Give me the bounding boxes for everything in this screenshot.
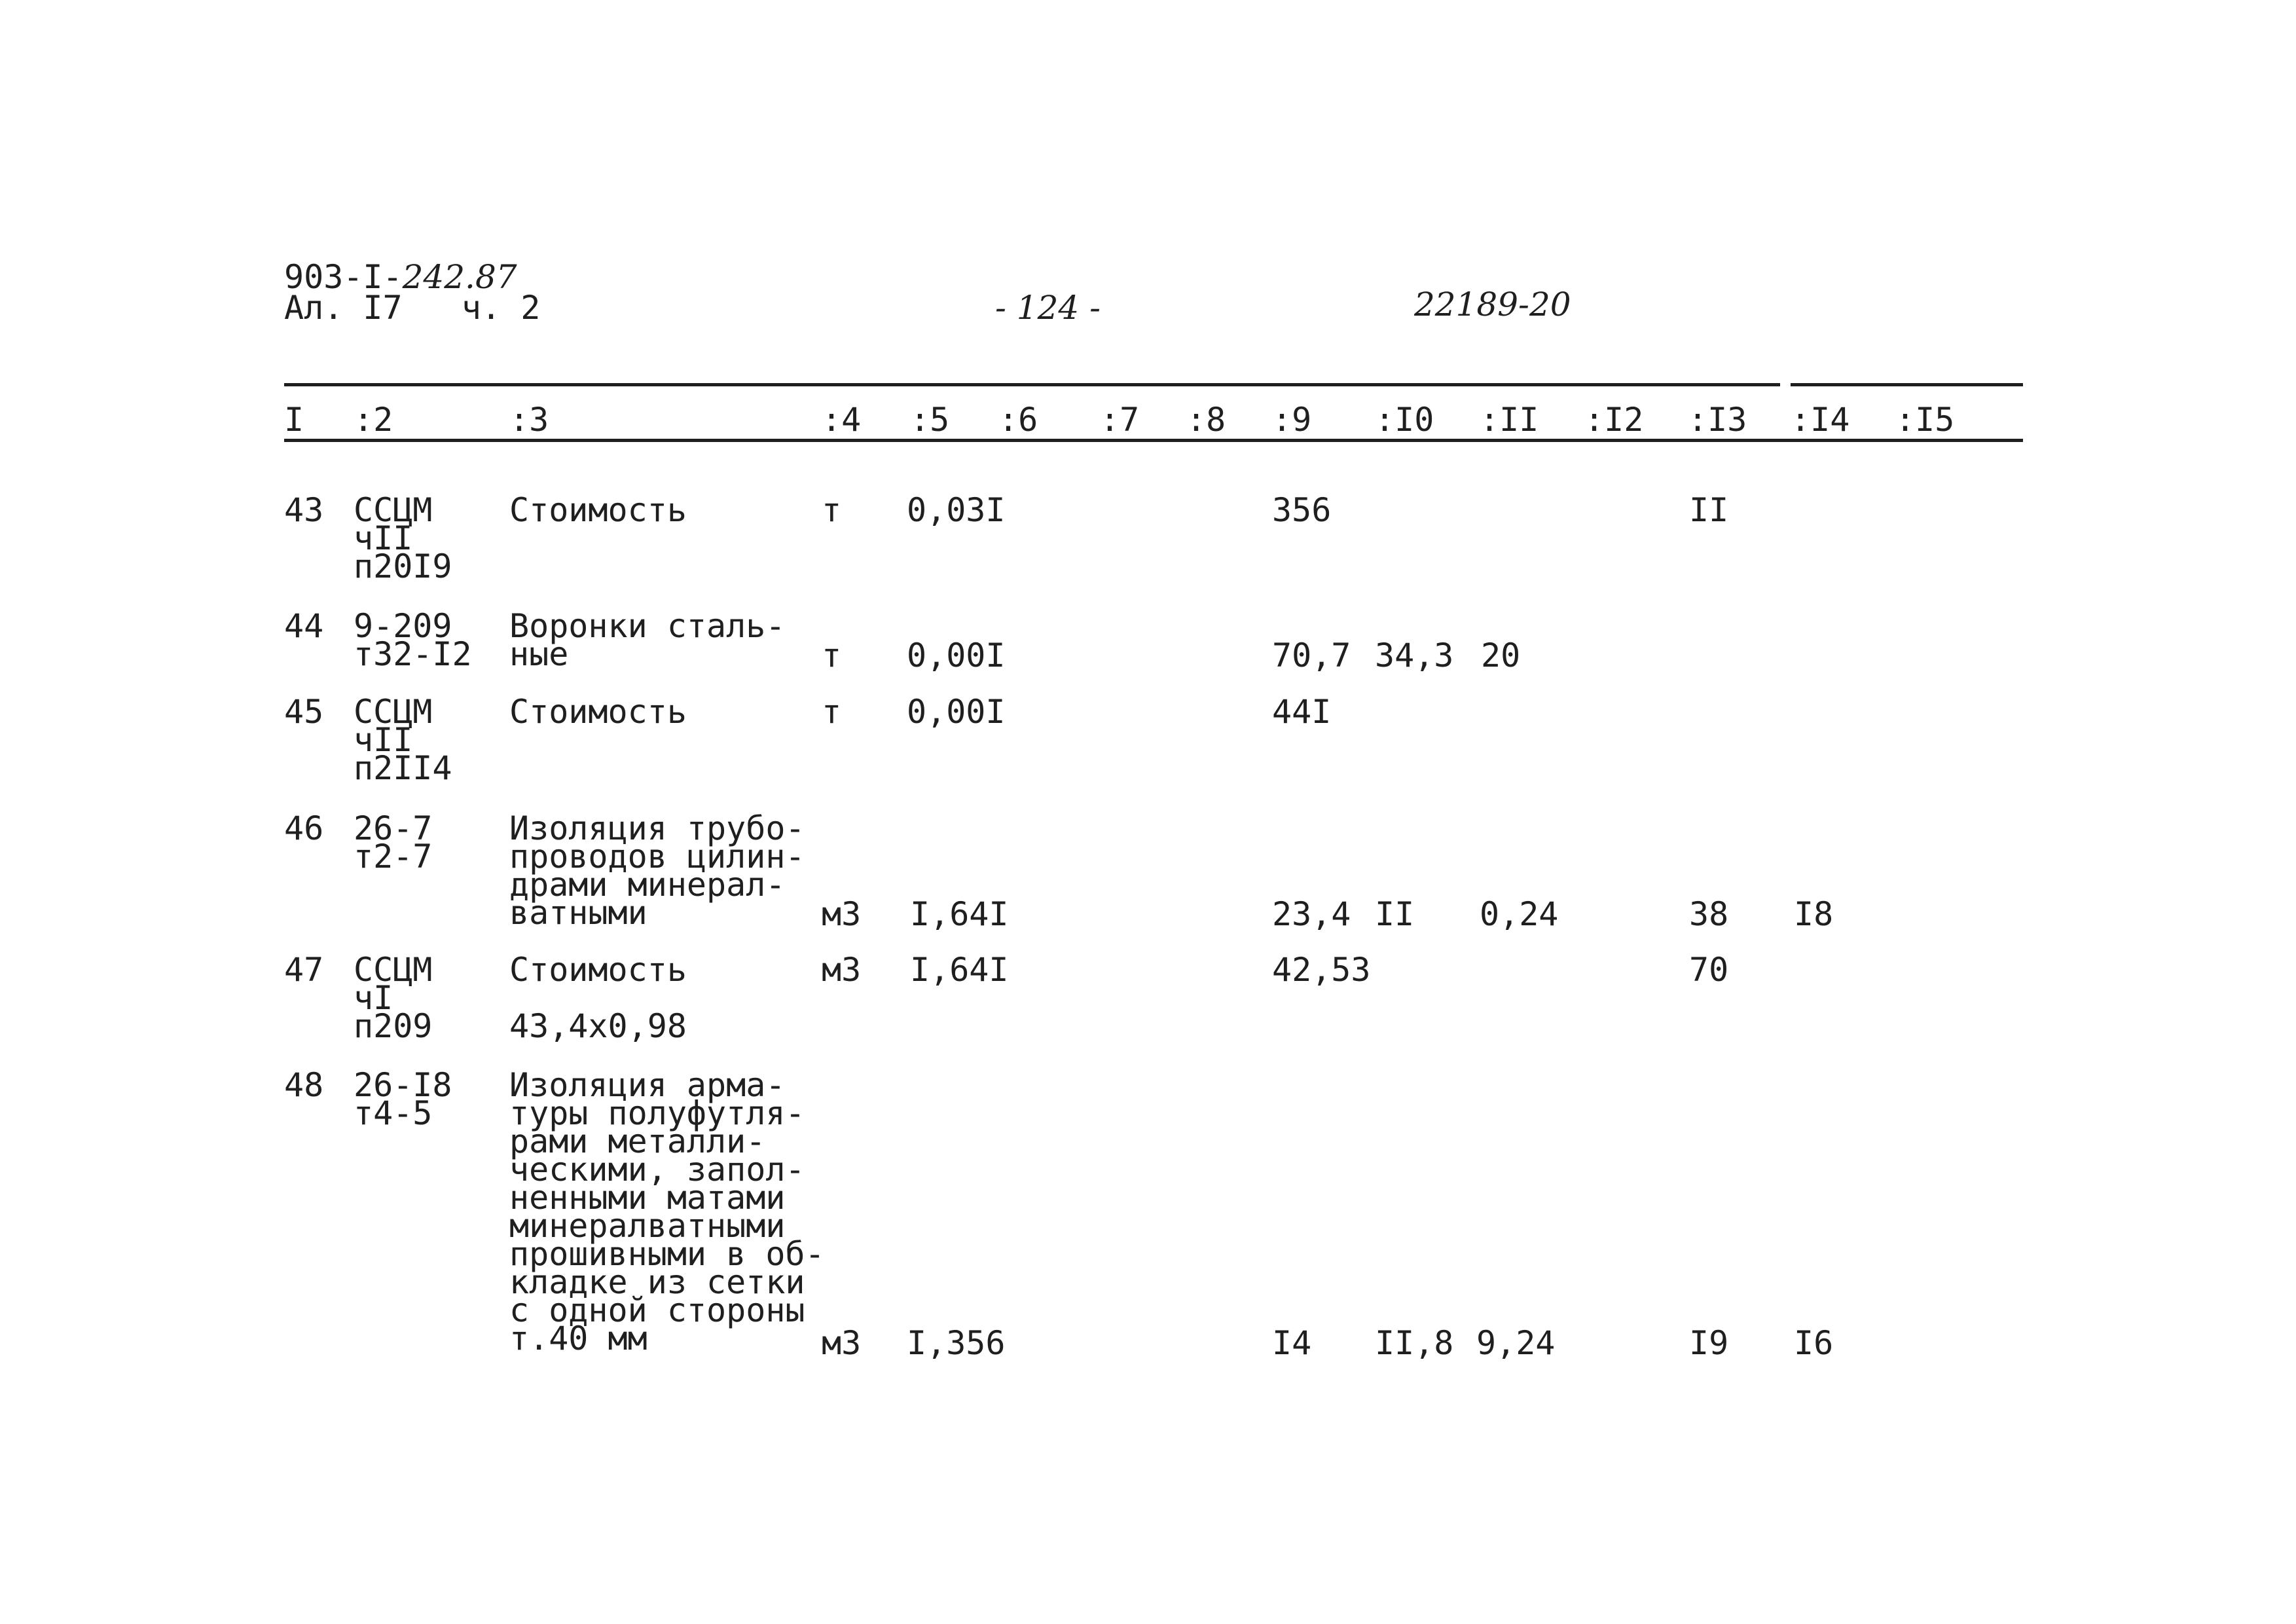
col10-value: II,8 [1375, 1324, 1454, 1362]
work-description-line: Изоляция арма- [509, 1066, 786, 1104]
norm-code-line: чII [354, 519, 413, 557]
album-part: Ал. I7 ч. 2 [284, 289, 541, 327]
norm-code-line: ССЦМ [354, 693, 433, 731]
row-number: 47 [284, 951, 324, 989]
col10-value: 34,3 [1375, 637, 1454, 674]
quantity: 0,00I [907, 637, 1006, 674]
column-header: :6 [998, 401, 1038, 439]
norm-code-line: ССЦМ [354, 491, 433, 529]
work-description-line: ватными [509, 894, 647, 932]
norm-code-line: 9-209 [354, 607, 452, 645]
row-number: 48 [284, 1066, 324, 1104]
work-description-line: туры полуфутля- [509, 1094, 805, 1132]
norm-code-line: п2II4 [354, 749, 452, 787]
work-description-line: Стоимость [509, 491, 687, 529]
column-header: :2 [354, 401, 393, 439]
work-description-line: с одной стороны [509, 1291, 805, 1329]
document-code-printed: 903-I- [284, 258, 403, 296]
norm-code-line: т2-7 [354, 838, 433, 876]
norm-code-line: т32-I2 [354, 635, 472, 673]
unit: м3 [822, 895, 862, 933]
col9-value: 42,53 [1272, 951, 1371, 989]
table-top-rule-right [1791, 383, 2023, 386]
col13-value: 38 [1689, 895, 1729, 933]
work-description-line: ческими, запол- [509, 1151, 805, 1189]
work-description-line: минералватными [509, 1207, 786, 1245]
quantity: 0,00I [907, 693, 1006, 731]
col9-value: 70,7 [1272, 637, 1351, 674]
column-header: :3 [509, 401, 549, 439]
work-description-line: ные [509, 635, 569, 673]
col13-value: I9 [1689, 1324, 1729, 1362]
column-header: :I3 [1688, 401, 1747, 439]
col14-value: I6 [1794, 1324, 1834, 1362]
col11-value: 0,24 [1480, 895, 1559, 933]
norm-code-line: 26-7 [354, 809, 433, 847]
column-header: :I2 [1584, 401, 1644, 439]
row-number: 43 [284, 491, 324, 529]
column-header: :I0 [1375, 401, 1434, 439]
work-description-line: проводов цилин- [509, 838, 805, 876]
page-number: - 124 - [995, 289, 1101, 327]
norm-code-line: чII [354, 721, 413, 759]
norm-code-line: п209 [354, 1007, 433, 1045]
table-top-rule-left [284, 383, 1780, 386]
column-header: I [284, 401, 304, 439]
sheet-id: 22189-20 [1414, 286, 1571, 323]
col13-value: 70 [1689, 951, 1729, 989]
quantity: 0,03I [907, 491, 1006, 529]
column-header: :4 [822, 401, 862, 439]
unit: т [822, 693, 842, 731]
work-description-line: Стоимость [509, 693, 687, 731]
col9-value: 44I [1272, 693, 1332, 731]
column-header-rule [284, 439, 2023, 442]
norm-code-line: чI [354, 979, 393, 1017]
norm-code-line: п20I9 [354, 547, 452, 585]
col10-value: II [1375, 895, 1415, 933]
work-description-line: драми минерал- [509, 866, 786, 904]
work-description-line: Стоимость [509, 951, 687, 989]
unit: м3 [822, 1324, 862, 1362]
col11-value: 20 [1481, 637, 1521, 674]
quantity: I,64I [910, 951, 1009, 989]
column-header: :5 [910, 401, 950, 439]
col13-value: II [1689, 491, 1729, 529]
unit: т [822, 637, 842, 674]
unit: т [822, 491, 842, 529]
column-header: :9 [1272, 401, 1312, 439]
work-description-line: Воронки сталь- [509, 607, 786, 645]
unit: м3 [822, 951, 862, 989]
column-header: :I5 [1895, 401, 1955, 439]
norm-code-line: 26-I8 [354, 1066, 452, 1104]
column-header: :8 [1186, 401, 1226, 439]
norm-code-line: т4-5 [354, 1094, 433, 1132]
column-header: :7 [1100, 401, 1140, 439]
column-header: :II [1480, 401, 1539, 439]
col14-value: I8 [1794, 895, 1834, 933]
col9-value: 356 [1272, 491, 1332, 529]
col9-value: 23,4 [1272, 895, 1351, 933]
quantity: I,64I [910, 895, 1009, 933]
work-description-line: рами металли- [509, 1122, 766, 1160]
column-header: :I4 [1791, 401, 1850, 439]
row-number: 46 [284, 809, 324, 847]
work-description-line: кладке из сетки [509, 1263, 805, 1301]
row-number: 45 [284, 693, 324, 731]
norm-code-line: ССЦМ [354, 951, 433, 989]
row-number: 44 [284, 607, 324, 645]
col11-value: 9,24 [1476, 1324, 1556, 1362]
calculation-note: 43,4х0,98 [509, 1007, 687, 1045]
document-code-handwritten: 242.87 [402, 258, 517, 296]
work-description-line: ненными матами [509, 1179, 786, 1217]
col9-value: I4 [1272, 1324, 1312, 1362]
quantity: I,356 [907, 1324, 1006, 1362]
work-description-line: т.40 мм [509, 1320, 647, 1357]
work-description-line: Изоляция трубо- [509, 809, 805, 847]
work-description-line: прошивными в об- [509, 1235, 825, 1273]
